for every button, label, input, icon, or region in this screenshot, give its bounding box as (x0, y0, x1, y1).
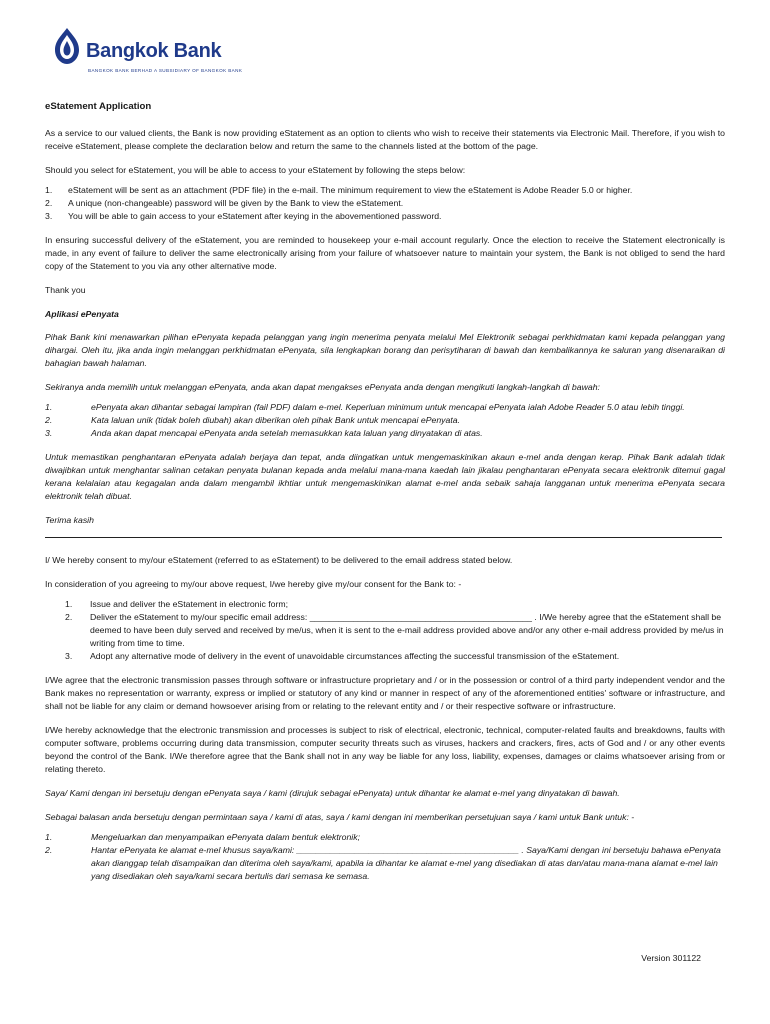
en-steps-intro: Should you select for eStatement, you will be able to access to your eStatement by following the steps below: (45, 165, 466, 175)
en-thanks: Thank you (45, 285, 86, 295)
bank-emblem-icon (52, 26, 82, 66)
list-number: 3. (45, 211, 53, 221)
consent-list (65, 598, 725, 663)
list-text: Anda akan dapat mencapai ePenyata anda setelah memasukkan kata laluan yang dinyatakan di atas. (91, 428, 483, 438)
list-number: 2. (45, 845, 53, 855)
list-text: ePenyata akan dihantar sebagai lampiran (fail PDF) dalam e-mel. Keperluan minimum untuk mencapai ePenyata ialah Adobe Reader 5.0 atau lebih tinggi. (91, 402, 685, 412)
en-delivery: In ensuring successful delivery of the eStatement, you are reminded to housekeep your e-mail account regularly. Once the election to receive the Statement electronically is made, in any event of failure to deliver the same electronically arising from your failure of whatsoever nature to maintain your system, the Bank is not obliged to send the hard copy of the Statement to you via any other alternative mode. (45, 235, 725, 271)
list-item (45, 831, 725, 844)
ms-delivery: Untuk memastikan penghantaran ePenyata adalah berjaya dan tepat, anda diingatkan untuk mengemaskinikan akaun e-mel anda dengan kerap. Pihak Bank adalah tidak diwajibkan untuk menghantar salinan cetakan penyata bulanan kepada anda melalui mana-mana kaedah lain jikalau penghantaran ePenyata secara elektronik ditemui gagal kerana kelalaian atau kegagalan anda dalam mengambil ikhtiar untuk mengemaskinikan alamat e-mel anda sebaik sahaja langganan untuk menerima ePenyata secara elektronik telah dibuat. (45, 452, 725, 501)
bank-logo (52, 26, 252, 78)
list-text: Mengeluarkan dan menyampaikan ePenyata dalam bentuk elektronik; (91, 832, 360, 842)
list-text: Hantar ePenyata ke alamat e-mel khusus saya/kami: ______________________________________________ . Saya/Kami dengan ini bersetuju bahawa ePenyata akan dianggap telah disampaikan dan diterima oleh saya/kami, apabila ia dihantar ke alamat e-mel yang disediakan di atas dan/atau mana-mana alamat e-mel lain yang disediakan oleh saya/kami secara bertulis dari semasa ke semasa. (91, 845, 721, 881)
bank-tagline: BANGKOK BANK BERHAD A SUBSIDIARY OF BANGKOK BANK (88, 68, 243, 73)
list-text: Deliver the eStatement to my/our specific email address: ______________________________________________ . I/We hereby agree that the eStatement shall be deemed to have been duly served and received by me/us, when it is sent to the e-mail address provided above and/or any other e-mail address provided by me/us in writing from time to time. (90, 612, 724, 648)
list-item (65, 598, 725, 611)
list-item (45, 197, 725, 210)
list-text: Kata laluan unik (tidak boleh diubah) akan diberikan oleh pihak Bank untuk mencapai ePenyata. (91, 415, 460, 425)
list-item (45, 427, 725, 440)
consent-agree: I/We agree that the electronic transmission passes through software or infrastructure proprietary and / or in the possession or control of a third party independent vendor and the Bank makes no representation or warranty, express or implied or statutory of any kind or manner in respect of any of the aforementioned entities' software or infrastructure, and shall not be liable for any claim or demand howsoever arising from or relating to the relevant entity and / or their respective software or infrastructure. (45, 675, 725, 711)
consent-ms-list (45, 831, 725, 883)
ms-thanks: Terima kasih (45, 515, 94, 525)
consent-intro: I/ We hereby consent to my/our eStatement (referred to as eStatement) to be delivered to the email address stated below. (45, 555, 513, 565)
list-text: A unique (non-changeable) password will be given by the Bank to view the eStatement. (68, 198, 404, 208)
ms-steps-intro: Sekiranya anda memilih untuk melanggan ePenyata, anda akan dapat mengakses ePenyata anda dengan mengikuti langkah-langkah di bawah: (45, 382, 600, 392)
list-item (45, 401, 725, 414)
list-item (45, 210, 725, 223)
list-item (65, 650, 725, 663)
en-steps-list (45, 184, 725, 223)
list-text: Issue and deliver the eStatement in electronic form; (90, 599, 288, 609)
consent-ms-consideration: Sebagai balasan anda bersetuju dengan permintaan saya / kami di atas, saya / kami dengan ini memberikan persetujuan saya / kami untuk Bank untuk: - (45, 812, 635, 822)
list-number: 2. (45, 415, 53, 425)
list-text: Adopt any alternative mode of delivery in the event of unavoidable circumstances affecting the successful transmission of the eStatement. (90, 651, 620, 661)
consent-ms-intro: Saya/ Kami dengan ini bersetuju dengan ePenyata saya / kami (dirujuk sebagai ePenyata) untuk dihantar ke alamat e-mel yang dinyatakan di bawah. (45, 788, 620, 798)
en-title: eStatement Application (45, 101, 152, 112)
en-intro: As a service to our valued clients, the Bank is now providing eStatement as an option to clients who wish to receive their statements via Electronic Mail. Therefore, if you wish to receive eStatement, please complete the declaration below and return the same to the channels listed at the bottom of the page. (45, 128, 725, 151)
list-item (45, 184, 725, 197)
list-number: 1. (45, 185, 53, 195)
list-item (65, 611, 725, 650)
list-number: 2. (65, 612, 73, 622)
list-number: 3. (45, 428, 53, 438)
list-number: 1. (65, 599, 73, 609)
list-text: eStatement will be sent as an attachment (PDF file) in the e-mail. The minimum requirement to view the eStatement is Adobe Reader 5.0 or higher. (68, 185, 633, 195)
bank-name: Bangkok Bank (86, 40, 222, 62)
list-number: 2. (45, 198, 53, 208)
section-divider (45, 537, 722, 538)
document-body (45, 100, 725, 894)
list-text: You will be able to gain access to your eStatement after keying in the abovementioned password. (68, 211, 442, 221)
ms-intro: Pihak Bank kini menawarkan pilihan ePenyata kepada pelanggan yang ingin menerima penyata melalui Mel Elektronik sebagai perkhidmatan kami kepada pelanggan yang dihargai. Oleh itu, jika anda ingin melanggan perkhidmatan ePenyata, sila lengkapkan borang dan perisytiharan di bawah dan kembalikannya ke saluran yang disenaraikan di bahagian bawah halaman. (45, 332, 725, 368)
list-number: 1. (45, 832, 53, 842)
list-number: 1. (45, 402, 53, 412)
consent-acknowledge: I/We hereby acknowledge that the electronic transmission and processes is subject to risk of electrical, electronic, technical, computer-related faults and breakdowns, faults with computer software, problems occurring during data transmission, computer security threats such as viruses, hackers and crackers, fires, acts of God and / or any other events beyond the control of the Bank. I/We therefore agree that the Bank shall not in any way be liable for any loss, liability, expenses, damages or claims whatsoever arising from or relating thereto. (45, 725, 725, 774)
list-item (45, 844, 725, 883)
version-label: Version 301122 (641, 953, 701, 963)
list-number: 3. (65, 651, 73, 661)
consent-consideration: In consideration of you agreeing to my/our above request, I/we hereby give my/our consent for the Bank to: - (45, 579, 462, 589)
ms-title: Aplikasi ePenyata (45, 309, 119, 319)
list-item (45, 414, 725, 427)
ms-steps-list (45, 401, 725, 440)
